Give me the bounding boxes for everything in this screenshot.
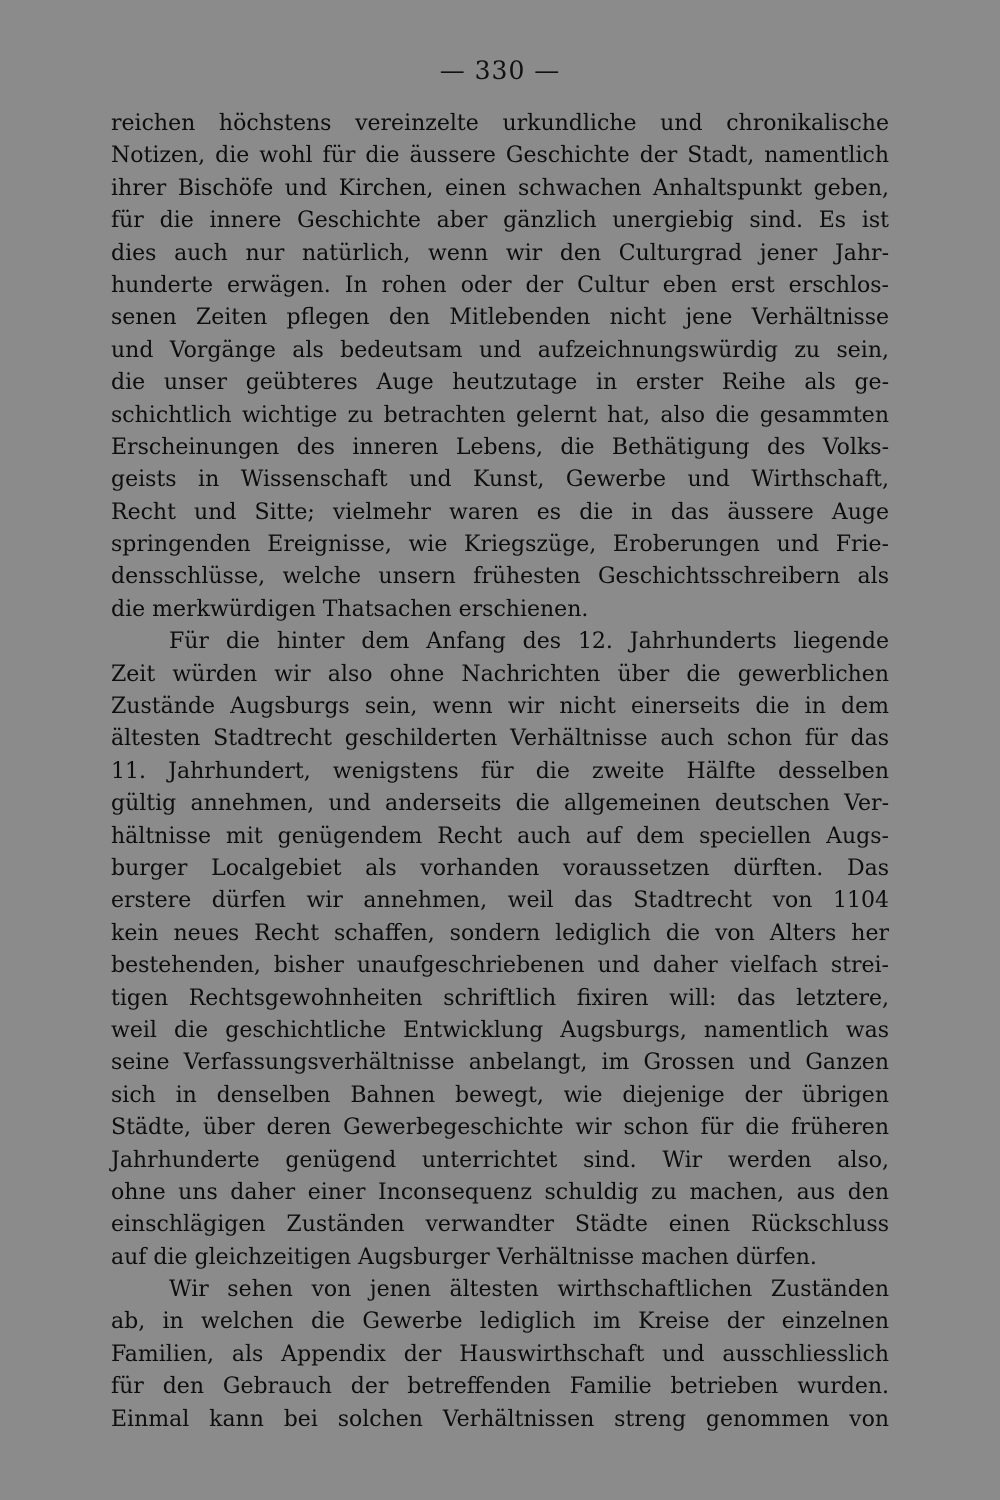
text-line: reichen höchstens vereinzelte urkundliche und chronikalische <box>111 111 889 136</box>
text-line: erstere dürfen wir annehmen, weil das Stadtrecht von 1104 <box>111 888 889 914</box>
text-line: Notizen, die wohl für die äussere Geschichte der Stadt, namentlich <box>111 143 889 169</box>
text-line: 11. Jahrhundert, wenigstens für die zweite Hälfte desselben <box>111 758 889 784</box>
text-line: hältnisse mit genügendem Recht auch auf dem speciellen Augs- <box>111 823 889 849</box>
text-line: springenden Ereignisse, wie Kriegszüge, Eroberungen und Frie- <box>111 532 889 558</box>
text-line: Städte, über deren Gewerbegeschichte wir schon für die früheren <box>111 1115 889 1141</box>
text-line: Für die hinter dem Anfang des 12. Jahrhunderts liegende <box>169 629 889 655</box>
text-line: senen Zeiten pflegen den Mitlebenden nicht jene Verhältnisse <box>111 305 889 331</box>
text-line: ihrer Bischöfe und Kirchen, einen schwachen Anhaltspunkt geben, <box>111 175 889 201</box>
text-line: die unser geübteres Auge heutzutage in erster Reihe als ge- <box>111 370 889 396</box>
text-line: ältesten Stadtrecht geschilderten Verhältnisse auch schon für das <box>111 726 889 752</box>
text-line: einschlägigen Zuständen verwandter Städte einen Rückschluss <box>111 1212 889 1238</box>
page-number: — 330 — <box>439 56 561 85</box>
text-line: ohne uns daher einer Inconsequenz schuldig zu machen, aus den <box>111 1179 889 1205</box>
text-line: weil die geschichtliche Entwicklung Augsburgs, namentlich was <box>111 1017 889 1043</box>
text-line: Jahrhunderte genügend unterrichtet sind. Wir werden also, <box>111 1147 889 1173</box>
text-line: Recht und Sitte; vielmehr waren es die in das äussere Auge <box>111 499 889 525</box>
text-line: tigen Rechtsgewohnheiten schriftlich fixiren will: das letztere, <box>111 985 889 1011</box>
text-line: auf die gleichzeitigen Augsburger Verhältnisse machen dürfen. <box>111 1244 817 1270</box>
text-line: sich in denselben Bahnen bewegt, wie diejenige der übrigen <box>111 1082 889 1108</box>
text-line: Wir sehen von jenen ältesten wirthschaftlichen Zuständen <box>169 1277 889 1303</box>
text-line: densschlüsse, welche unsern frühesten Geschichtsschreibern als <box>111 564 889 590</box>
text-line: burger Localgebiet als vorhanden voraussetzen dürften. Das <box>111 855 889 881</box>
text-line: kein neues Recht schaffen, sondern lediglich die von Alters her <box>111 920 889 946</box>
text-line: hunderte erwägen. In rohen oder der Cultur eben erst erschlos- <box>111 272 889 298</box>
text-line: Zeit würden wir also ohne Nachrichten über die gewerblichen <box>111 661 889 687</box>
text-line: gültig annehmen, und anderseits die allgemeinen deutschen Ver- <box>111 791 889 817</box>
text-line: dies auch nur natürlich, wenn wir den Culturgrad jener Jahr- <box>111 240 889 266</box>
text-line: Einmal kann bei solchen Verhältnissen streng genommen von <box>111 1406 889 1432</box>
text-line: für den Gebrauch der betreffenden Familie betrieben wurden. <box>111 1374 889 1400</box>
text-line: seine Verfassungsverhältnisse anbelangt, im Grossen und Ganzen <box>111 1050 889 1076</box>
text-line: die merkwürdigen Thatsachen erschienen. <box>111 596 589 622</box>
text-line: für die innere Geschichte aber gänzlich unergiebig sind. Es ist <box>111 208 889 234</box>
text-line: geists in Wissenschaft und Kunst, Gewerbe und Wirthschaft, <box>111 467 889 493</box>
text-line: Zustände Augsburgs sein, wenn wir nicht einerseits die in dem <box>111 694 889 720</box>
text-line: Familien, als Appendix der Hauswirthschaft und ausschliesslich <box>111 1341 889 1367</box>
text-line: schichtlich wichtige zu betrachten gelernt hat, also die gesammten <box>111 402 889 428</box>
text-line: Erscheinungen des inneren Lebens, die Bethätigung des Volks- <box>111 434 889 460</box>
body-text <box>111 108 889 1436</box>
text-line: bestehenden, bisher unaufgeschriebenen und daher vielfach strei- <box>111 953 889 979</box>
text-line: und Vorgänge als bedeutsam und aufzeichnungswürdig zu sein, <box>111 337 889 363</box>
text-line: ab, in welchen die Gewerbe lediglich im Kreise der einzelnen <box>111 1309 889 1335</box>
